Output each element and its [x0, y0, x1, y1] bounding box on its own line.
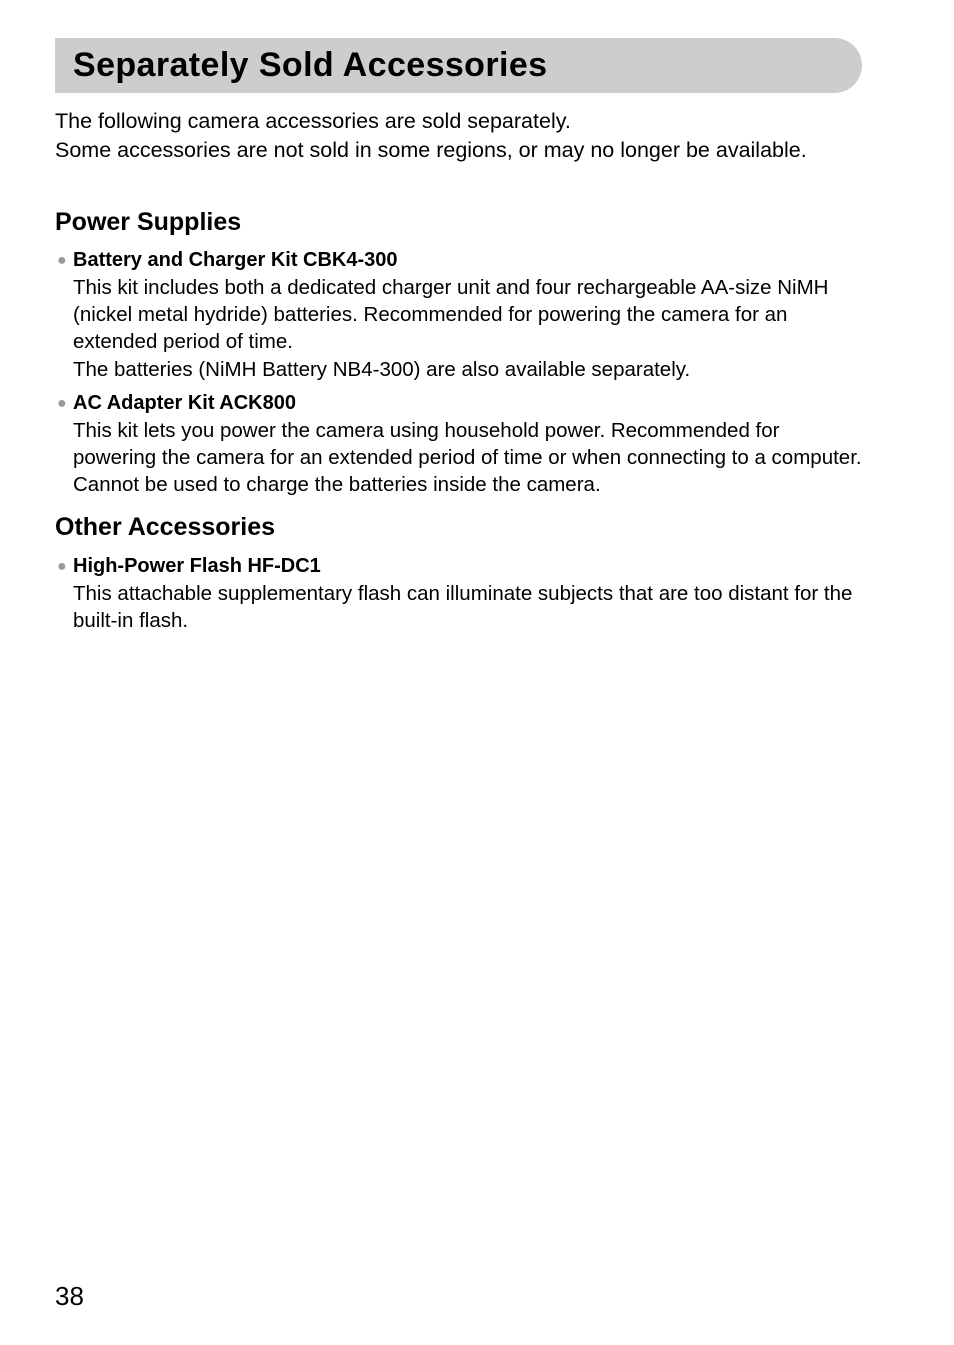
- item-name: High-Power Flash HF-DC1: [73, 555, 321, 577]
- page-number: 38: [55, 1281, 84, 1311]
- section-heading-other-accessories: Other Accessories: [55, 513, 276, 541]
- item-name: Battery and Charger Kit CBK4-300: [73, 249, 398, 271]
- item-description: [55, 274, 863, 383]
- description-paragraph: The batteries (NiMH Battery NB4-300) are also available separately.: [73, 357, 691, 381]
- intro-line: Some accessories are not sold in some regions, or may no longer be available.: [55, 137, 807, 162]
- item-title-row: [55, 553, 863, 580]
- bullet-icon: ●: [57, 395, 67, 412]
- item-title-row: [55, 390, 863, 417]
- list-item-ac-adapter-kit: [55, 390, 863, 499]
- item-description: [55, 417, 863, 499]
- list-item-battery-charger-kit: [55, 247, 863, 383]
- item-title-row: [55, 247, 863, 274]
- list-item-high-power-flash: [55, 553, 863, 634]
- description-paragraph: This kit lets you power the camera using household power. Recommended for powering the camera for an extended period of time or when connecting to a computer. Cannot be used to charge the batteries inside the camera.: [73, 419, 862, 497]
- intro-text: [55, 107, 855, 164]
- bullet-icon: ●: [57, 558, 67, 575]
- bullet-icon: ●: [57, 252, 67, 269]
- description-paragraph: This attachable supplementary flash can illuminate subjects that are too distant for the built-in flash.: [73, 582, 853, 633]
- item-name: AC Adapter Kit ACK800: [73, 392, 296, 414]
- title-bar: [55, 38, 862, 93]
- description-paragraph: This kit includes both a dedicated charger unit and four rechargeable AA-size NiMH (nickel metal hydride) batteries. Recommended for powering the camera for an extended period of time.: [73, 276, 829, 354]
- section-heading-power-supplies: Power Supplies: [55, 208, 242, 236]
- intro-line: The following camera accessories are sold separately.: [55, 109, 571, 133]
- item-description: [55, 580, 863, 634]
- page-title: Separately Sold Accessories: [73, 46, 548, 84]
